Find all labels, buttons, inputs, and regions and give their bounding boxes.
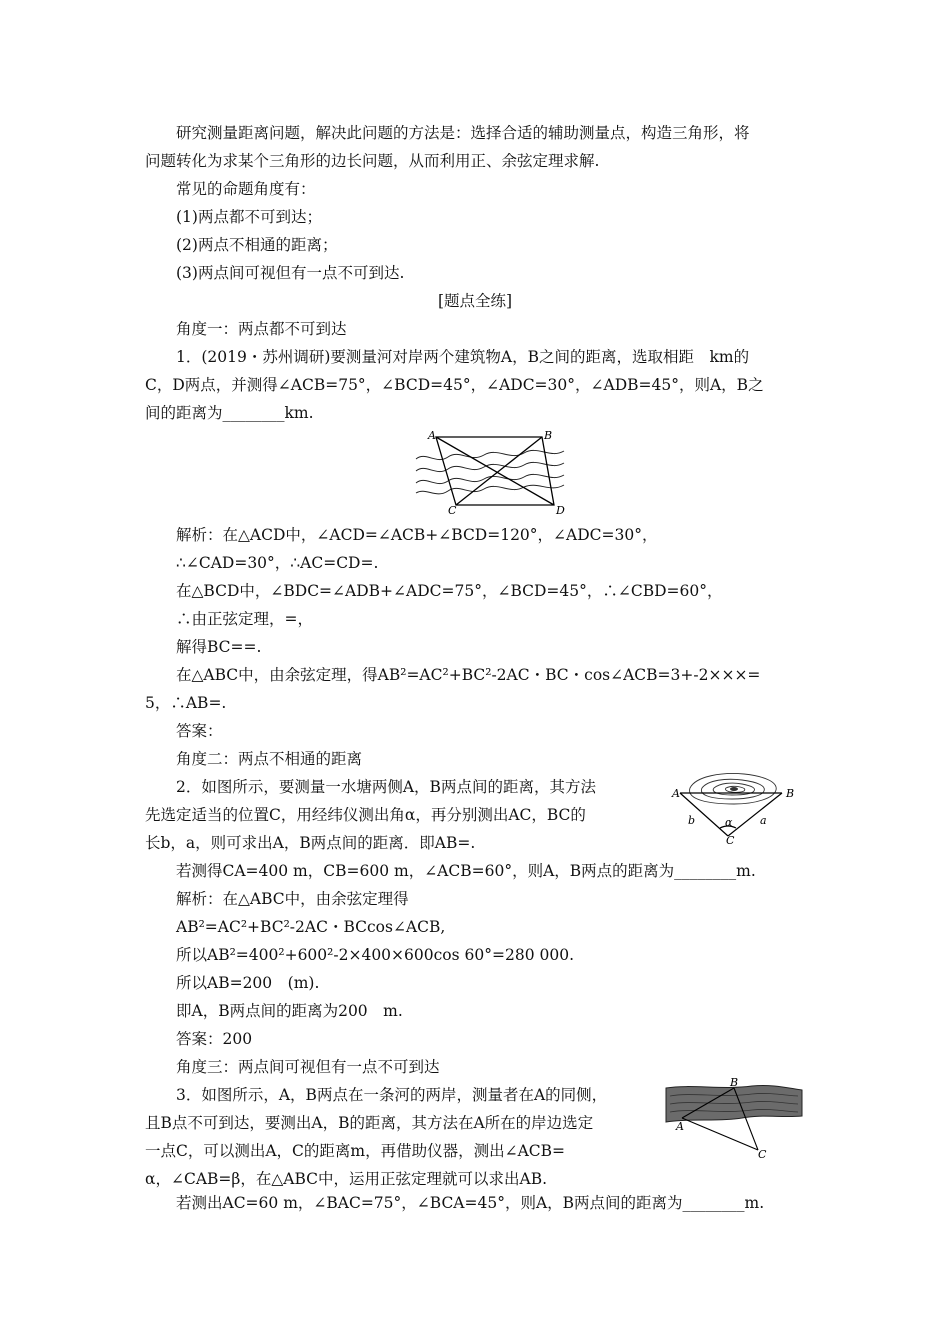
solution-1-line-1: 解析：在△ACD中，∠ACD=∠ACB+∠BCD=120°，∠ADC=30°， bbox=[176, 526, 658, 544]
angles-heading: 常见的命题角度有： bbox=[176, 180, 316, 198]
solution-2-line-5: 即A，B两点间的距离为200 m. bbox=[176, 1002, 403, 1020]
figure-pond-triangle bbox=[670, 768, 800, 844]
solution-2-line-2: AB²=AC²+BC²-2AC・BCcos∠ACB, bbox=[176, 918, 446, 936]
problem-3-line-2: 且B点不可到达，要测出A，B的距离，其方法在A所在的岸边选定 bbox=[145, 1114, 594, 1132]
fig1-label-C: C bbox=[448, 504, 457, 515]
solution-1-line-2: ∴∠CAD=30°，∴AC=CD=. bbox=[176, 554, 379, 572]
solution-1-line-7: 5，∴AB=. bbox=[145, 694, 227, 712]
angle-one-heading: 角度一：两点都不可到达 bbox=[176, 320, 347, 338]
problem-3-data: 若测出AC=60 m，∠BAC=75°，∠BCA=45°，则A，B两点间的距离为________m. bbox=[176, 1194, 765, 1212]
fig1-label-B: B bbox=[544, 429, 553, 442]
problem-1-line-1: 1．(2019・苏州调研)要测量河对岸两个建筑物A，B之间的距离，选取相距 km的 bbox=[176, 348, 750, 366]
problem-2-data: 若测得CA=400 m，CB=600 m，∠ACB=60°，则A，B两点的距离为________m. bbox=[176, 862, 756, 880]
fig2-label-A: A bbox=[672, 787, 680, 800]
solution-2-line-4: 所以AB=200 (m). bbox=[176, 974, 320, 992]
fig2-label-B: B bbox=[786, 787, 795, 800]
solution-1-line-3: 在△BCD中，∠BDC=∠ADB+∠ADC=75°，∠BCD=45°，∴∠CBD=60°， bbox=[176, 582, 723, 600]
angle-item-3: (3)两点间可视但有一点不可到达. bbox=[176, 264, 405, 282]
figure-river-triangle bbox=[662, 1078, 806, 1160]
angle-two-heading: 角度二：两点不相通的距离 bbox=[176, 750, 363, 768]
problem-3-line-3: 一点C，可以测出A，C的距离m，再借助仪器，测出∠ACB= bbox=[145, 1142, 566, 1160]
figure-river-quadrilateral bbox=[412, 425, 570, 515]
fig2-label-C: C bbox=[726, 834, 735, 844]
problem-3-line-1: 3．如图所示，A，B两点在一条河的两岸，测量者在A的同侧， bbox=[176, 1086, 608, 1104]
fig3-label-B: B bbox=[730, 1078, 739, 1089]
solution-2-line-1: 解析：在△ABC中，由余弦定理得 bbox=[176, 890, 409, 908]
solution-1-line-5: 解得BC==. bbox=[176, 638, 262, 656]
fig1-label-A: A bbox=[428, 429, 436, 442]
problem-1-line-2: C，D两点，并测得∠ACB=75°，∠BCD=45°，∠ADC=30°，∠ADB=45°，则A，B之 bbox=[145, 376, 764, 394]
solution-2-line-3: 所以AB²=400²+600²-2×400×600cos 60°=280 000. bbox=[176, 946, 574, 964]
solution-1-line-6: 在△ABC中，由余弦定理，得AB²=AC²+BC²-2AC・BC・cos∠ACB=3+-2×××= bbox=[176, 666, 761, 684]
problem-1-line-3: 间的距离为________km. bbox=[145, 404, 314, 422]
problem-2-line-2: 先选定适当的位置C，用经纬仪测出角α，再分别测出AC，BC的 bbox=[145, 806, 586, 824]
answer-2: 答案：200 bbox=[176, 1030, 253, 1048]
intro-line-2: 问题转化为求某个三角形的边长问题，从而利用正、余弦定理求解. bbox=[145, 152, 600, 170]
section-title: [题点全练] bbox=[437, 292, 513, 310]
angle-three-heading: 角度三：两点间可视但有一点不可到达 bbox=[176, 1058, 440, 1076]
fig2-label-a: a bbox=[760, 814, 767, 827]
solution-1-line-4: ∴由正弦定理，=， bbox=[176, 610, 313, 628]
angle-item-2: (2)两点不相通的距离； bbox=[176, 236, 338, 254]
fig1-label-D: D bbox=[556, 504, 565, 515]
intro-line-1: 研究测量距离问题，解决此问题的方法是：选择合适的辅助测量点，构造三角形，将 bbox=[176, 124, 750, 142]
fig2-label-b: b bbox=[688, 814, 696, 827]
answer-1: 答案： bbox=[176, 722, 223, 740]
fig3-label-A: A bbox=[676, 1120, 684, 1133]
angle-item-1: (1)两点都不可到达； bbox=[176, 208, 322, 226]
problem-2-line-1: 2．如图所示，要测量一水塘两侧A，B两点间的距离，其方法 bbox=[176, 778, 596, 796]
fig3-label-C: C bbox=[758, 1148, 767, 1160]
problem-3-line-4: α，∠CAB=β，在△ABC中，运用正弦定理就可以求出AB. bbox=[145, 1170, 548, 1188]
problem-2-line-3: 长b，a，则可求出A，B两点间的距离．即AB=. bbox=[145, 834, 476, 852]
fig2-label-alpha: α bbox=[725, 816, 733, 829]
